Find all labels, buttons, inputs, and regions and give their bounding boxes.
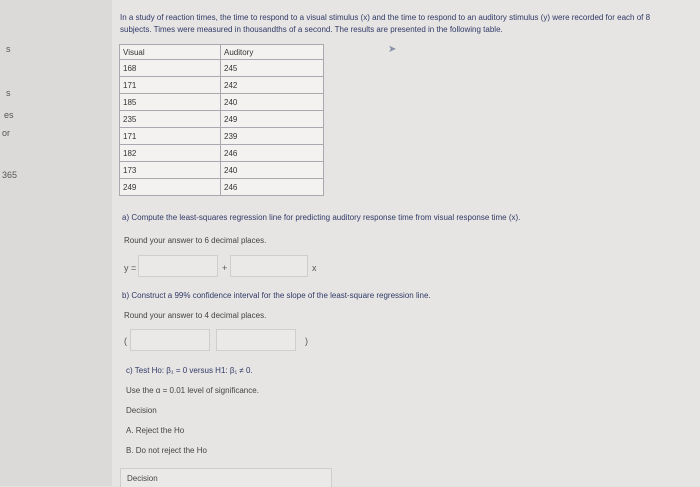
table-cell: 242 (221, 77, 324, 94)
decision-dropdown-label: Decision (127, 474, 158, 483)
sidebar-fragment: or (2, 128, 11, 138)
close-paren: ) (305, 336, 308, 346)
table-cell: 173 (120, 162, 221, 179)
ci-lower-input[interactable] (130, 329, 210, 351)
table-row (120, 94, 324, 111)
intercept-input[interactable] (138, 255, 218, 277)
decision-label: Decision (126, 406, 157, 415)
table-cell: 171 (120, 128, 221, 145)
table-header-row (120, 45, 324, 60)
table-cell: 185 (120, 94, 221, 111)
table-row (120, 77, 324, 94)
part-a-rounding: Round your answer to 6 decimal places. (124, 236, 267, 245)
left-panel-strip (0, 0, 112, 486)
sidebar-fragment: s (6, 44, 11, 54)
table-cell: 249 (120, 179, 221, 196)
table-cell: 168 (120, 60, 221, 77)
open-paren: ( (124, 336, 127, 346)
x-label: x (312, 263, 317, 273)
decision-dropdown[interactable] (120, 468, 332, 487)
plus-sign: + (222, 263, 228, 273)
sidebar-fragment: 365 (2, 170, 18, 180)
y-label: y = (124, 263, 137, 273)
table-cell: 245 (221, 60, 324, 77)
mouse-cursor-icon: ➤ (388, 44, 397, 55)
significance-level: Use the α = 0.01 level of significance. (126, 386, 259, 395)
table-row (120, 128, 324, 145)
table-row (120, 145, 324, 162)
table-row (120, 111, 324, 128)
option-reject[interactable]: A. Reject the Ho (126, 426, 185, 435)
sidebar-fragment: s (6, 88, 11, 98)
sidebar-fragment: es (4, 110, 14, 120)
part-b-question: b) Construct a 99% confidence interval for the slope of the least-square regression line. (122, 291, 431, 300)
problem-statement: In a study of reaction times, the time to respond to a visual stimulus (x) and the time to respond to an auditory stimulus (y) were recorded for each of 8 subjects. Times were measured in thousandths of a second. The results are presented in the following table. (120, 13, 651, 34)
table-cell: 171 (120, 77, 221, 94)
column-header: Visual (120, 45, 221, 60)
option-do-not-reject[interactable]: B. Do not reject the Ho (126, 446, 207, 455)
part-c-question: c) Test Ho: β₁ = 0 versus H1: β₁ ≠ 0. (126, 366, 253, 375)
table-row (120, 162, 324, 179)
table-cell: 182 (120, 145, 221, 162)
table-cell: 239 (221, 128, 324, 145)
column-header: Auditory (221, 45, 324, 60)
part-b-rounding: Round your answer to 4 decimal places. (124, 311, 267, 320)
part-a-question: a) Compute the least-squares regression line for predicting auditory response time from visual response time (x). (122, 213, 521, 222)
table-row (120, 60, 324, 77)
table-cell: 246 (221, 145, 324, 162)
slope-input[interactable] (230, 255, 308, 277)
table-cell: 235 (120, 111, 221, 128)
table-cell: 240 (221, 94, 324, 111)
table-cell: 246 (221, 179, 324, 196)
table-cell: 240 (221, 162, 324, 179)
table-cell: 249 (221, 111, 324, 128)
ci-upper-input[interactable] (216, 329, 296, 351)
data-table (119, 44, 324, 196)
table-row (120, 179, 324, 196)
